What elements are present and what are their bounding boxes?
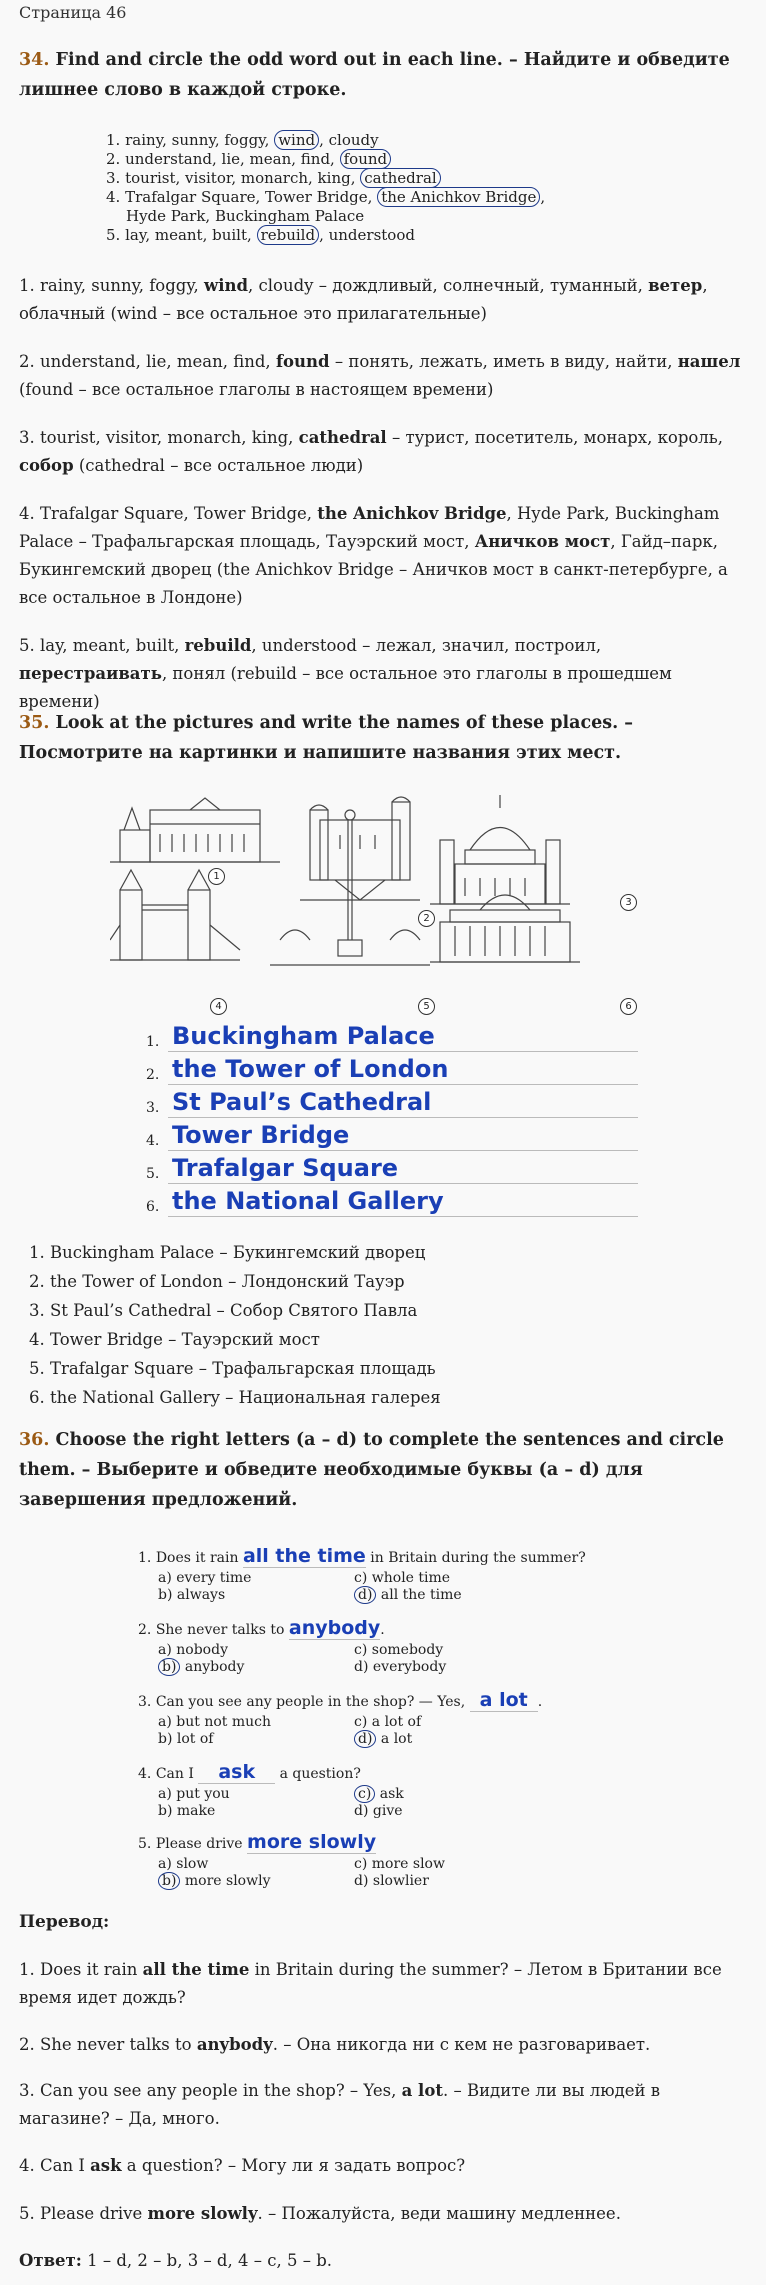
translation-5: 5. Please drive more slowly. – Пожалуйста, веди машину медленнее.: [19, 2204, 621, 2223]
ex34-answer-3: 3. tourist, visitor, monarch, king, cathedral – турист, посетитель, монарх, король, собор (cathedral – все остальное люди): [19, 428, 724, 475]
ex34-heading-text: Find and circle the odd word out in each line. – Найдите и обведите лишнее слово в каждой строке.: [19, 50, 730, 100]
circled-option: d): [354, 1586, 376, 1604]
list-item: 3. St Paul’s Cathedral – Собор Святого Павла: [50, 1296, 441, 1325]
page: Страница 46 34. Find and circle the odd word out in each line. – Найдите и обведите лишнее слово в каждой строке. 1. rainy, sunny, foggy, wind , cloudy 2. understand, lie, mean, find, found 3. tourist, visitor, monarch, king, cathedral 4. Trafalgar Square, Tower Bridge, the Anichkov Bridge , Hyde Park, Buckingham Palace 5. lay, meant, built, rebuild , understood 1. rainy, sunny, foggy, wind, cloudy – дождливый, солнечный, туманный, ветер, облачный (wind – все остальное это прилагательные) 2. understand, lie, mean, find, found – понять, лежать, иметь в виду, найти, нашел (found – все остальное глаголы в настоящем времени) 3. tourist, visitor, monarch, king, cathedral – турист, посетитель, монарх, король, собор (cathedral – все остальное люди) 4. Trafalgar Square, Tower Bridge, the Anichkov Bridge, Hyde Park, Buckingham Palace – Трафальгарская площадь, Тауэрский мост, Аничков мост, Гайд–парк, Букингемский дворец (the Anichkov Bridge – Аничков мост в санкт-петербурге, а все остальное в Лондоне) 5. lay, meant, built, rebuild, understood – лежал, значил, построил, перестраивать, понял (rebuild – все остальное это глаголы в прошедшем времени) 35. Look at the pictures and write the names of these places. – Посмотрите на картинки и напишите названия этих мест. 1 2 3 4 5 6 1. Buckingham Palace 2. the Tower of London 3. St Paul’s Cathedral 4. Tower Bridge 5. Trafalgar Square 6. the National Gallery 1. Buckingham Palace – Букингемский дворец 2. the Tower of London – Лондонский Тауэр 3. St Paul’s Cathedral – Собор Святого Павла 4. Tower Bridge – Тауэрский мост 5. Trafalgar Square – Трафальгарская площадь 6. the National Gallery – Национальная галерея 36. Choose the right letters (a – d) to complete the sentences and circle them. – Выберите и обведите необходимые буквы (a – d) для завершения предложений. 1. Does it rain all the time in Britain during the summer? a) every time c) whole time b) always d) all the time 2. She never talks to anybody. a) nobody c) somebody b) anybody d) everybody 3. Can you see any people in the shop? — Yes, a lot . a) but not much c) a lot of b) lot of d) a lot 4. Can I ask a question? a) put you c) ask b) make d) give 5. Please drive more slowly a) slow c) more slow b) more slowly d) slowlier Перевод: 1. Does it rain all the time in Britain during the summer? – Летом в Британии все время идет дождь? 2. She never talks to anybody. – Она никогда ни с кем не разговаривает. 3. Can you see any people in the shop? – Yes, a lot. – Видите ли вы людей в магазине? – Да, много. 4. Can I ask a question? – Могу ли я задать вопрос? 5. Please drive more slowly. – Пожалуйста, веди машину медленнее. Ответ: 1 – d, 2 – b, 3 – d, 4 – c, 5 – b.: [0, 0, 766, 2285]
circled-option: c): [354, 1785, 375, 1803]
ex34-line: Hyde Park, Buckingham Palace: [126, 207, 365, 225]
picture-label: 4: [210, 998, 227, 1015]
answer-key: Ответ: 1 – d, 2 – b, 3 – d, 4 – c, 5 – b.: [19, 2251, 333, 2270]
picture-label: 2: [418, 910, 435, 927]
written-line: 5. Trafalgar Square: [146, 1152, 646, 1185]
list-item: 4. Tower Bridge – Тауэрский мост: [50, 1325, 441, 1354]
ex34-answer-2: 2. understand, lie, mean, find, found – понять, лежать, иметь в виду, найти, нашел (found – все остальное глаголы в настоящем времени): [19, 352, 741, 399]
picture-label: 6: [620, 998, 637, 1015]
written-line: 2. the Tower of London: [146, 1053, 646, 1086]
ex34-line: 1. rainy, sunny, foggy, wind , cloudy: [106, 131, 379, 149]
ex34-line: 2. understand, lie, mean, find, found: [106, 150, 666, 169]
ex35-heading: [19, 708, 747, 768]
translation-2: 2. She never talks to anybody. – Она никогда ни с кем не разговаривает.: [19, 2035, 651, 2054]
ex34-answer-1: 1. rainy, sunny, foggy, wind, cloudy – дождливый, солнечный, туманный, ветер, облачный (wind – все остальное это прилагательные): [19, 276, 708, 323]
circled-word: found: [340, 149, 392, 169]
question: 4. Can I ask a question?: [138, 1761, 361, 1783]
list-item: 5. Trafalgar Square – Трафальгарская площадь: [50, 1354, 441, 1383]
question: 5. Please drive more slowly: [138, 1831, 377, 1853]
st-pauls-cathedral-picture: [430, 795, 570, 904]
circled-option: b): [158, 1872, 180, 1890]
translation-label: Перевод:: [19, 1912, 110, 1932]
ex34-heading: [19, 45, 747, 105]
buckingham-palace-picture: [110, 798, 280, 862]
translation-1: 1. Does it rain all the time in Britain during the summer? – Летом в Британии все время идет дождь?: [19, 1960, 722, 2007]
circled-word: cathedral: [360, 168, 440, 188]
ex34-number: 34.: [19, 50, 50, 70]
translation-3: 3. Can you see any people in the shop? – Yes, a lot. – Видите ли вы людей в магазине? – Да, много.: [19, 2081, 661, 2128]
page-title: Страница 46: [19, 3, 127, 22]
written-line: 3. St Paul’s Cathedral: [146, 1086, 646, 1119]
ex36-heading: [19, 1425, 747, 1515]
circled-word: rebuild: [257, 225, 320, 245]
ex34-line: 4. Trafalgar Square, Tower Bridge, the Anichkov Bridge ,: [106, 188, 546, 206]
question: 1. Does it rain all the time in Britain during the summer?: [138, 1545, 586, 1567]
trafalgar-square-picture: [270, 810, 430, 965]
list-item: 6. the National Gallery – Национальная галерея: [50, 1383, 441, 1412]
circled-option: d): [354, 1730, 376, 1748]
written-line: 1. Buckingham Palace: [146, 1020, 646, 1053]
ex34-line: 3. tourist, visitor, monarch, king, cathedral: [106, 169, 666, 188]
circled-word: the Anichkov Bridge: [377, 187, 540, 207]
national-gallery-picture: [430, 895, 580, 962]
list-item: 2. the Tower of London – Лондонский Тауэр: [50, 1267, 441, 1296]
question: 2. She never talks to anybody.: [138, 1617, 385, 1639]
ex35-answer-list: [30, 1238, 441, 1412]
written-line: 4. Tower Bridge: [146, 1119, 646, 1152]
written-line: 6. the National Gallery: [146, 1185, 646, 1218]
ex35-heading-text: Look at the pictures and write the names of these places. – Посмотрите на картинки и напишите названия этих мест.: [19, 713, 634, 763]
picture-label: 5: [418, 998, 435, 1015]
picture-label: 1: [208, 868, 225, 885]
picture-label: 3: [620, 894, 637, 911]
ex34-answer-5: 5. lay, meant, built, rebuild, understood – лежал, значил, построил, перестраивать, понял (rebuild – все остальное это глаголы в прошедшем времени): [19, 636, 672, 711]
landmarks-illustration: [110, 790, 650, 1020]
ex34-line: 5. lay, meant, built, rebuild , understood: [106, 226, 415, 244]
circled-option: b): [158, 1658, 180, 1676]
translation-4: 4. Can I ask a question? – Могу ли я задать вопрос?: [19, 2156, 466, 2175]
ex36-heading-text: Choose the right letters (a – d) to complete the sentences and circle them. – Выберите и обведите необходимые буквы (a – d) для завершения предложений.: [19, 1430, 724, 1510]
ex34-textbook: [106, 131, 666, 245]
question: 3. Can you see any people in the shop? — Yes, a lot .: [138, 1689, 543, 1711]
ex35-number: 35.: [19, 713, 50, 733]
list-item: 1. Buckingham Palace – Букингемский дворец: [50, 1238, 441, 1267]
tower-of-london-picture: [300, 797, 420, 900]
circled-word: wind: [274, 130, 319, 150]
ex36-number: 36.: [19, 1430, 50, 1450]
ex34-answer-4: 4. Trafalgar Square, Tower Bridge, the Anichkov Bridge, Hyde Park, Buckingham Palace – Трафальгарская площадь, Тауэрский мост, Аничков мост, Гайд–парк, Букингемский дворец (the Anichkov Bridge – Аничков мост в санкт-петербурге, а все остальное в Лондоне): [19, 504, 728, 607]
